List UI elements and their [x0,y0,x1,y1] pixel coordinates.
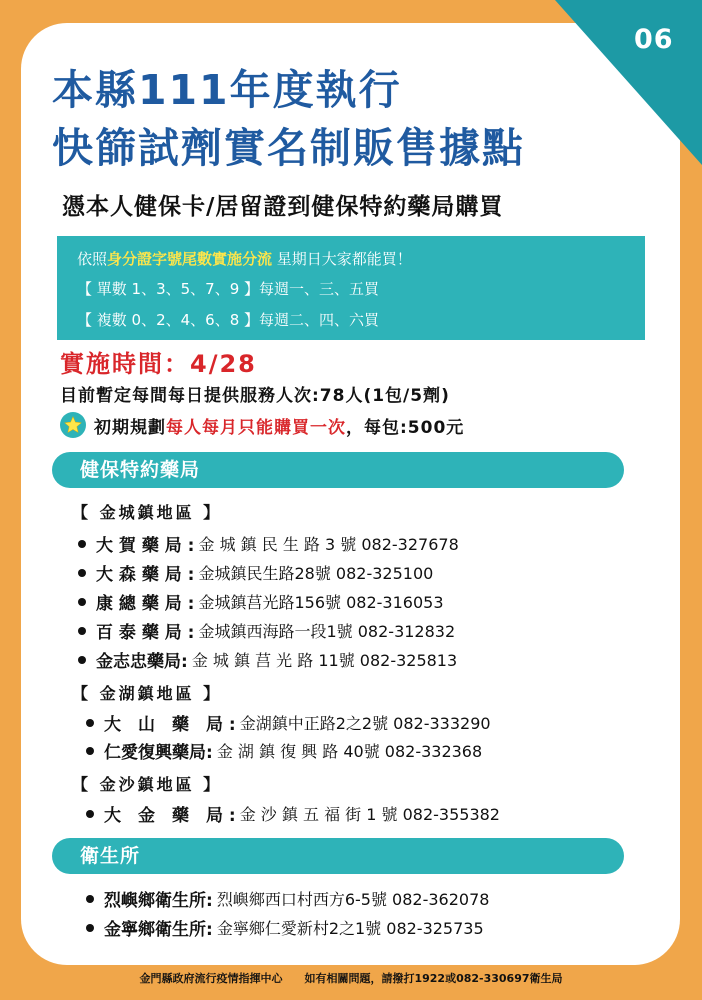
health-center-address: 金寧鄉仁愛新村2之1號 082-325735 [216,919,484,938]
list-item [78,560,433,585]
pharmacy-address: 金城鎮莒光路156號 082-316053 [198,593,444,612]
area-jincheng: 【 金城鎮地區 】 [72,503,223,522]
schedule-box [57,236,645,340]
pharmacy-address: 金 城 鎮 民 生 路 3 號 082-327678 [198,535,459,554]
bullet-icon [86,810,94,818]
pharmacy-address: 金 湖 鎮 復 興 路 40號 082-332368 [216,742,483,761]
pharmacy-name: 百 泰 藥 局 : [96,623,195,643]
area-jinsha: 【 金沙鎮地區 】 [72,775,223,794]
bullet-icon [78,627,86,635]
list-item [78,647,457,672]
bullet-icon [78,540,86,548]
schedule-odd: 【 單數 1、3、5、7、9 】每週一、三、五買 [77,280,380,298]
plan-suffix: ，每包:500元 [346,417,465,438]
list-item [78,589,444,614]
list-item [86,710,491,735]
bullet-icon [78,569,86,577]
subtitle: 憑本人健保卡/居留證到健保特約藥局購買 [62,194,504,220]
page-number: 06 [634,24,674,55]
schedule-even: 【 複數 0、2、4、6、8 】每週二、四、六買 [77,311,380,329]
star-icon [60,412,86,438]
list-item [86,886,489,911]
pharmacy-name: 仁愛復興藥局: [104,743,213,763]
schedule-prefix: 依照 [77,250,108,268]
pharmacy-name: 康 總 藥 局 : [96,594,195,614]
footer: 金門縣政府流行疫情指揮中心 如有相關問題，請撥打1922或082-330697衛生局 [139,972,563,985]
pharmacy-name: 金志忠藥局: [96,652,188,672]
list-item [86,915,484,940]
bullet-icon [86,895,94,903]
list-item [86,738,482,763]
section-pharmacy: 健保特約藥局 [52,452,624,488]
pharmacy-name: 大 山 藥 局 : [104,715,236,735]
bullet-icon [78,598,86,606]
bullet-icon [86,747,94,755]
pharmacy-address: 金 城 鎮 莒 光 路 11號 082-325813 [191,651,458,670]
pharmacy-name: 大 金 藥 局 : [104,806,236,826]
schedule-suffix: 星期日大家都能買！ [272,250,412,268]
health-center-name: 烈嶼鄉衛生所: [104,891,213,911]
health-center-name: 金寧鄉衛生所: [104,920,213,940]
pharmacy-address: 金湖鎮中正路2之2號 082-333290 [239,714,491,733]
pharmacy-address: 金城鎮民生路28號 082-325100 [198,564,434,583]
implementation-date: 實施時間：4/28 [60,350,257,378]
title-line-1: 本縣111年度執行 [52,66,402,114]
bullet-icon [86,924,94,932]
list-item [86,801,500,826]
pharmacy-address: 金 沙 鎮 五 福 街 1 號 082-355382 [239,805,500,824]
bullet-icon [86,719,94,727]
title-line-2: 快篩試劑實名制販售據點 [52,124,525,172]
bullet-icon [78,656,86,664]
purchase-limit [60,411,464,439]
health-center-address: 烈嶼鄉西口村西方6-5號 082-362078 [216,890,490,909]
list-item [78,531,459,556]
service-capacity: 目前暫定每間每日提供服務人次:78人(1包/5劑) [60,386,450,406]
schedule-highlight: 身分證字號尾數實施分流 [107,250,273,268]
plan-prefix: 初期規劃 [94,417,166,438]
pharmacy-name: 大 森 藥 局 : [96,565,195,585]
area-jinhu: 【 金湖鎮地區 】 [72,684,223,703]
schedule-intro [77,248,412,269]
pharmacy-address: 金城鎮西海路一段1號 082-312832 [198,622,456,641]
plan-highlight: 每人每月只能購買一次 [166,417,346,438]
list-item [78,618,455,643]
section-health-center: 衛生所 [52,838,624,874]
pharmacy-name: 大 賀 藥 局 : [96,536,195,556]
